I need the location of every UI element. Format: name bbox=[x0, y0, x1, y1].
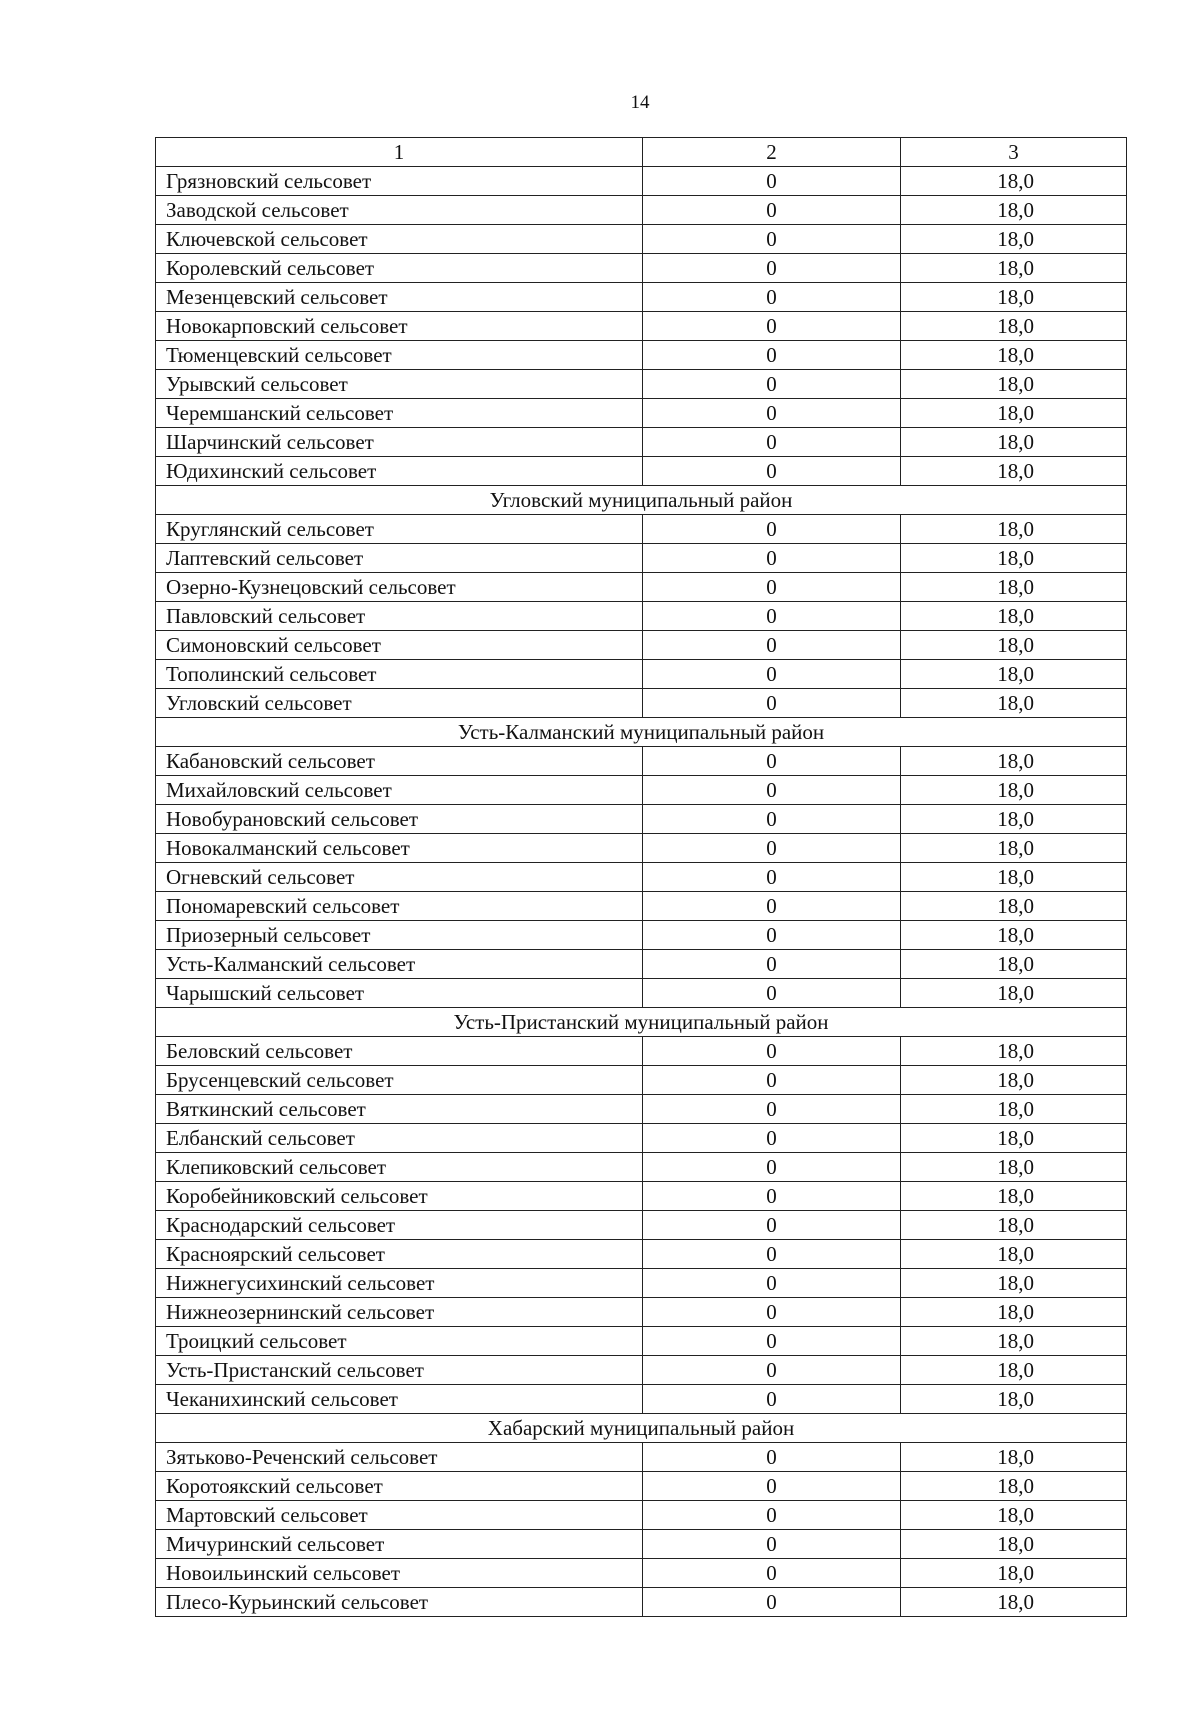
table-row bbox=[156, 1095, 1127, 1124]
settlement-name: Кабановский сельсовет bbox=[156, 747, 643, 776]
table-row bbox=[156, 428, 1127, 457]
settlement-name: Зятьково-Реченский сельсовет bbox=[156, 1443, 643, 1472]
table-row bbox=[156, 1066, 1127, 1095]
column-2-value: 0 bbox=[643, 1037, 901, 1066]
column-2-value: 0 bbox=[643, 1530, 901, 1559]
settlement-name: Нижнеозернинский сельсовет bbox=[156, 1298, 643, 1327]
table-row bbox=[156, 776, 1127, 805]
header-col-3: 3 bbox=[901, 138, 1127, 167]
table-row bbox=[156, 312, 1127, 341]
table-row bbox=[156, 1211, 1127, 1240]
settlement-name: Шарчинский сельсовет bbox=[156, 428, 643, 457]
settlement-name: Ключевской сельсовет bbox=[156, 225, 643, 254]
column-3-value: 18,0 bbox=[901, 863, 1127, 892]
column-3-value: 18,0 bbox=[901, 167, 1127, 196]
table-row bbox=[156, 225, 1127, 254]
column-2-value: 0 bbox=[643, 254, 901, 283]
column-3-value: 18,0 bbox=[901, 1298, 1127, 1327]
column-2-value: 0 bbox=[643, 1385, 901, 1414]
settlement-name: Тополинский сельсовет bbox=[156, 660, 643, 689]
table-row bbox=[156, 196, 1127, 225]
column-3-value: 18,0 bbox=[901, 341, 1127, 370]
settlement-name: Мезенцевский сельсовет bbox=[156, 283, 643, 312]
column-3-value: 18,0 bbox=[901, 1356, 1127, 1385]
district-name: Усть-Калманский муниципальный район bbox=[156, 718, 1127, 747]
column-2-value: 0 bbox=[643, 1269, 901, 1298]
column-3-value: 18,0 bbox=[901, 1443, 1127, 1472]
column-3-value: 18,0 bbox=[901, 747, 1127, 776]
table-row bbox=[156, 892, 1127, 921]
column-3-value: 18,0 bbox=[901, 1240, 1127, 1269]
settlement-name: Урывский сельсовет bbox=[156, 370, 643, 399]
column-2-value: 0 bbox=[643, 1153, 901, 1182]
settlement-name: Нижнегусихинский сельсовет bbox=[156, 1269, 643, 1298]
settlement-name: Чеканихинский сельсовет bbox=[156, 1385, 643, 1414]
settlement-name: Лаптевский сельсовет bbox=[156, 544, 643, 573]
column-2-value: 0 bbox=[643, 283, 901, 312]
settlement-name: Приозерный сельсовет bbox=[156, 921, 643, 950]
settlement-name: Новокарповский сельсовет bbox=[156, 312, 643, 341]
table-row bbox=[156, 950, 1127, 979]
settlement-name: Коробейниковский сельсовет bbox=[156, 1182, 643, 1211]
column-2-value: 0 bbox=[643, 979, 901, 1008]
table-row bbox=[156, 979, 1127, 1008]
column-3-value: 18,0 bbox=[901, 457, 1127, 486]
district-header-row bbox=[156, 718, 1127, 747]
settlement-name: Беловский сельсовет bbox=[156, 1037, 643, 1066]
table-row bbox=[156, 834, 1127, 863]
column-2-value: 0 bbox=[643, 225, 901, 254]
allocation-table bbox=[155, 137, 1127, 1617]
column-3-value: 18,0 bbox=[901, 225, 1127, 254]
column-2-value: 0 bbox=[643, 689, 901, 718]
column-2-value: 0 bbox=[643, 1182, 901, 1211]
table-row bbox=[156, 921, 1127, 950]
column-3-value: 18,0 bbox=[901, 1182, 1127, 1211]
table-row bbox=[156, 254, 1127, 283]
column-3-value: 18,0 bbox=[901, 689, 1127, 718]
table-row bbox=[156, 863, 1127, 892]
column-2-value: 0 bbox=[643, 1095, 901, 1124]
settlement-name: Брусенцевский сельсовет bbox=[156, 1066, 643, 1095]
column-2-value: 0 bbox=[643, 1066, 901, 1095]
table-row bbox=[156, 1327, 1127, 1356]
table-row bbox=[156, 631, 1127, 660]
table-row bbox=[156, 1269, 1127, 1298]
table-row bbox=[156, 1443, 1127, 1472]
column-3-value: 18,0 bbox=[901, 254, 1127, 283]
column-2-value: 0 bbox=[643, 950, 901, 979]
settlement-name: Елбанский сельсовет bbox=[156, 1124, 643, 1153]
column-2-value: 0 bbox=[643, 1211, 901, 1240]
settlement-name: Грязновский сельсовет bbox=[156, 167, 643, 196]
settlement-name: Новоильинский сельсовет bbox=[156, 1559, 643, 1588]
column-3-value: 18,0 bbox=[901, 1588, 1127, 1617]
column-2-value: 0 bbox=[643, 1559, 901, 1588]
column-3-value: 18,0 bbox=[901, 1095, 1127, 1124]
settlement-name: Новокалманский сельсовет bbox=[156, 834, 643, 863]
column-3-value: 18,0 bbox=[901, 776, 1127, 805]
settlement-name: Мичуринский сельсовет bbox=[156, 1530, 643, 1559]
settlement-name: Клепиковский сельсовет bbox=[156, 1153, 643, 1182]
column-3-value: 18,0 bbox=[901, 428, 1127, 457]
column-3-value: 18,0 bbox=[901, 399, 1127, 428]
table-row bbox=[156, 660, 1127, 689]
table-row bbox=[156, 341, 1127, 370]
column-3-value: 18,0 bbox=[901, 1327, 1127, 1356]
settlement-name: Мартовский сельсовет bbox=[156, 1501, 643, 1530]
column-3-value: 18,0 bbox=[901, 892, 1127, 921]
column-2-value: 0 bbox=[643, 1327, 901, 1356]
table-row bbox=[156, 399, 1127, 428]
settlement-name: Вяткинский сельсовет bbox=[156, 1095, 643, 1124]
settlement-name: Плесо-Курьинский сельсовет bbox=[156, 1588, 643, 1617]
table-row bbox=[156, 1385, 1127, 1414]
table-row bbox=[156, 805, 1127, 834]
table-row bbox=[156, 1356, 1127, 1385]
column-3-value: 18,0 bbox=[901, 660, 1127, 689]
column-2-value: 0 bbox=[643, 1472, 901, 1501]
column-2-value: 0 bbox=[643, 892, 901, 921]
table-row bbox=[156, 602, 1127, 631]
column-3-value: 18,0 bbox=[901, 1211, 1127, 1240]
settlement-name: Михайловский сельсовет bbox=[156, 776, 643, 805]
settlement-name: Усть-Калманский сельсовет bbox=[156, 950, 643, 979]
column-3-value: 18,0 bbox=[901, 602, 1127, 631]
column-2-value: 0 bbox=[643, 573, 901, 602]
column-2-value: 0 bbox=[643, 1356, 901, 1385]
district-header-row bbox=[156, 1414, 1127, 1443]
column-3-value: 18,0 bbox=[901, 834, 1127, 863]
column-2-value: 0 bbox=[643, 776, 901, 805]
table-header-row bbox=[156, 138, 1127, 167]
column-2-value: 0 bbox=[643, 1501, 901, 1530]
table-row bbox=[156, 457, 1127, 486]
settlement-name: Круглянский сельсовет bbox=[156, 515, 643, 544]
table-row bbox=[156, 1153, 1127, 1182]
column-2-value: 0 bbox=[643, 921, 901, 950]
table-row bbox=[156, 544, 1127, 573]
column-3-value: 18,0 bbox=[901, 1269, 1127, 1298]
settlement-name: Новобурановский сельсовет bbox=[156, 805, 643, 834]
table-row bbox=[156, 370, 1127, 399]
column-2-value: 0 bbox=[643, 370, 901, 399]
column-3-value: 18,0 bbox=[901, 1530, 1127, 1559]
column-2-value: 0 bbox=[643, 167, 901, 196]
settlement-name: Заводской сельсовет bbox=[156, 196, 643, 225]
column-3-value: 18,0 bbox=[901, 1066, 1127, 1095]
column-3-value: 18,0 bbox=[901, 370, 1127, 399]
settlement-name: Коротоякский сельсовет bbox=[156, 1472, 643, 1501]
column-2-value: 0 bbox=[643, 428, 901, 457]
column-2-value: 0 bbox=[643, 805, 901, 834]
table-row bbox=[156, 1472, 1127, 1501]
column-2-value: 0 bbox=[643, 312, 901, 341]
column-3-value: 18,0 bbox=[901, 1472, 1127, 1501]
settlement-name: Павловский сельсовет bbox=[156, 602, 643, 631]
table-row bbox=[156, 1530, 1127, 1559]
column-2-value: 0 bbox=[643, 834, 901, 863]
table-row bbox=[156, 1298, 1127, 1327]
header-col-2: 2 bbox=[643, 138, 901, 167]
column-2-value: 0 bbox=[643, 863, 901, 892]
settlement-name: Симоновский сельсовет bbox=[156, 631, 643, 660]
district-header-row bbox=[156, 486, 1127, 515]
table-row bbox=[156, 167, 1127, 196]
column-3-value: 18,0 bbox=[901, 631, 1127, 660]
settlement-name: Юдихинский сельсовет bbox=[156, 457, 643, 486]
settlement-name: Озерно-Кузнецовский сельсовет bbox=[156, 573, 643, 602]
column-2-value: 0 bbox=[643, 1443, 901, 1472]
column-3-value: 18,0 bbox=[901, 1385, 1127, 1414]
settlement-name: Усть-Пристанский сельсовет bbox=[156, 1356, 643, 1385]
column-3-value: 18,0 bbox=[901, 283, 1127, 312]
column-2-value: 0 bbox=[643, 341, 901, 370]
table-row bbox=[156, 1240, 1127, 1269]
column-3-value: 18,0 bbox=[901, 1153, 1127, 1182]
column-2-value: 0 bbox=[643, 602, 901, 631]
column-2-value: 0 bbox=[643, 1298, 901, 1327]
column-2-value: 0 bbox=[643, 1588, 901, 1617]
header-col-1: 1 bbox=[156, 138, 643, 167]
table-row bbox=[156, 573, 1127, 602]
settlement-name: Троицкий сельсовет bbox=[156, 1327, 643, 1356]
column-3-value: 18,0 bbox=[901, 573, 1127, 602]
settlement-name: Краснодарский сельсовет bbox=[156, 1211, 643, 1240]
settlement-name: Огневский сельсовет bbox=[156, 863, 643, 892]
column-3-value: 18,0 bbox=[901, 312, 1127, 341]
district-name: Усть-Пристанский муниципальный район bbox=[156, 1008, 1127, 1037]
table-body bbox=[156, 138, 1127, 1617]
table-row bbox=[156, 1182, 1127, 1211]
column-3-value: 18,0 bbox=[901, 805, 1127, 834]
column-2-value: 0 bbox=[643, 515, 901, 544]
district-header-row bbox=[156, 1008, 1127, 1037]
column-3-value: 18,0 bbox=[901, 196, 1127, 225]
table-row bbox=[156, 1037, 1127, 1066]
column-3-value: 18,0 bbox=[901, 544, 1127, 573]
column-3-value: 18,0 bbox=[901, 1037, 1127, 1066]
settlement-name: Угловский сельсовет bbox=[156, 689, 643, 718]
table-row bbox=[156, 1559, 1127, 1588]
column-2-value: 0 bbox=[643, 1240, 901, 1269]
table-row bbox=[156, 747, 1127, 776]
column-3-value: 18,0 bbox=[901, 950, 1127, 979]
column-3-value: 18,0 bbox=[901, 1501, 1127, 1530]
settlement-name: Чарышский сельсовет bbox=[156, 979, 643, 1008]
column-3-value: 18,0 bbox=[901, 1124, 1127, 1153]
column-2-value: 0 bbox=[643, 631, 901, 660]
column-2-value: 0 bbox=[643, 1124, 901, 1153]
settlement-name: Красноярский сельсовет bbox=[156, 1240, 643, 1269]
table-row bbox=[156, 1124, 1127, 1153]
table-row bbox=[156, 1501, 1127, 1530]
column-3-value: 18,0 bbox=[901, 515, 1127, 544]
column-2-value: 0 bbox=[643, 660, 901, 689]
column-2-value: 0 bbox=[643, 399, 901, 428]
settlement-name: Тюменцевский сельсовет bbox=[156, 341, 643, 370]
table-row bbox=[156, 689, 1127, 718]
column-2-value: 0 bbox=[643, 544, 901, 573]
page-number: 14 bbox=[630, 92, 650, 113]
column-3-value: 18,0 bbox=[901, 921, 1127, 950]
district-name: Угловский муниципальный район bbox=[156, 486, 1127, 515]
settlement-name: Черемшанский сельсовет bbox=[156, 399, 643, 428]
table-row bbox=[156, 515, 1127, 544]
column-2-value: 0 bbox=[643, 196, 901, 225]
settlement-name: Королевский сельсовет bbox=[156, 254, 643, 283]
district-name: Хабарский муниципальный район bbox=[156, 1414, 1127, 1443]
settlement-name: Пономаревский сельсовет bbox=[156, 892, 643, 921]
column-2-value: 0 bbox=[643, 747, 901, 776]
table-row bbox=[156, 1588, 1127, 1617]
column-3-value: 18,0 bbox=[901, 1559, 1127, 1588]
column-3-value: 18,0 bbox=[901, 979, 1127, 1008]
table-row bbox=[156, 283, 1127, 312]
column-2-value: 0 bbox=[643, 457, 901, 486]
